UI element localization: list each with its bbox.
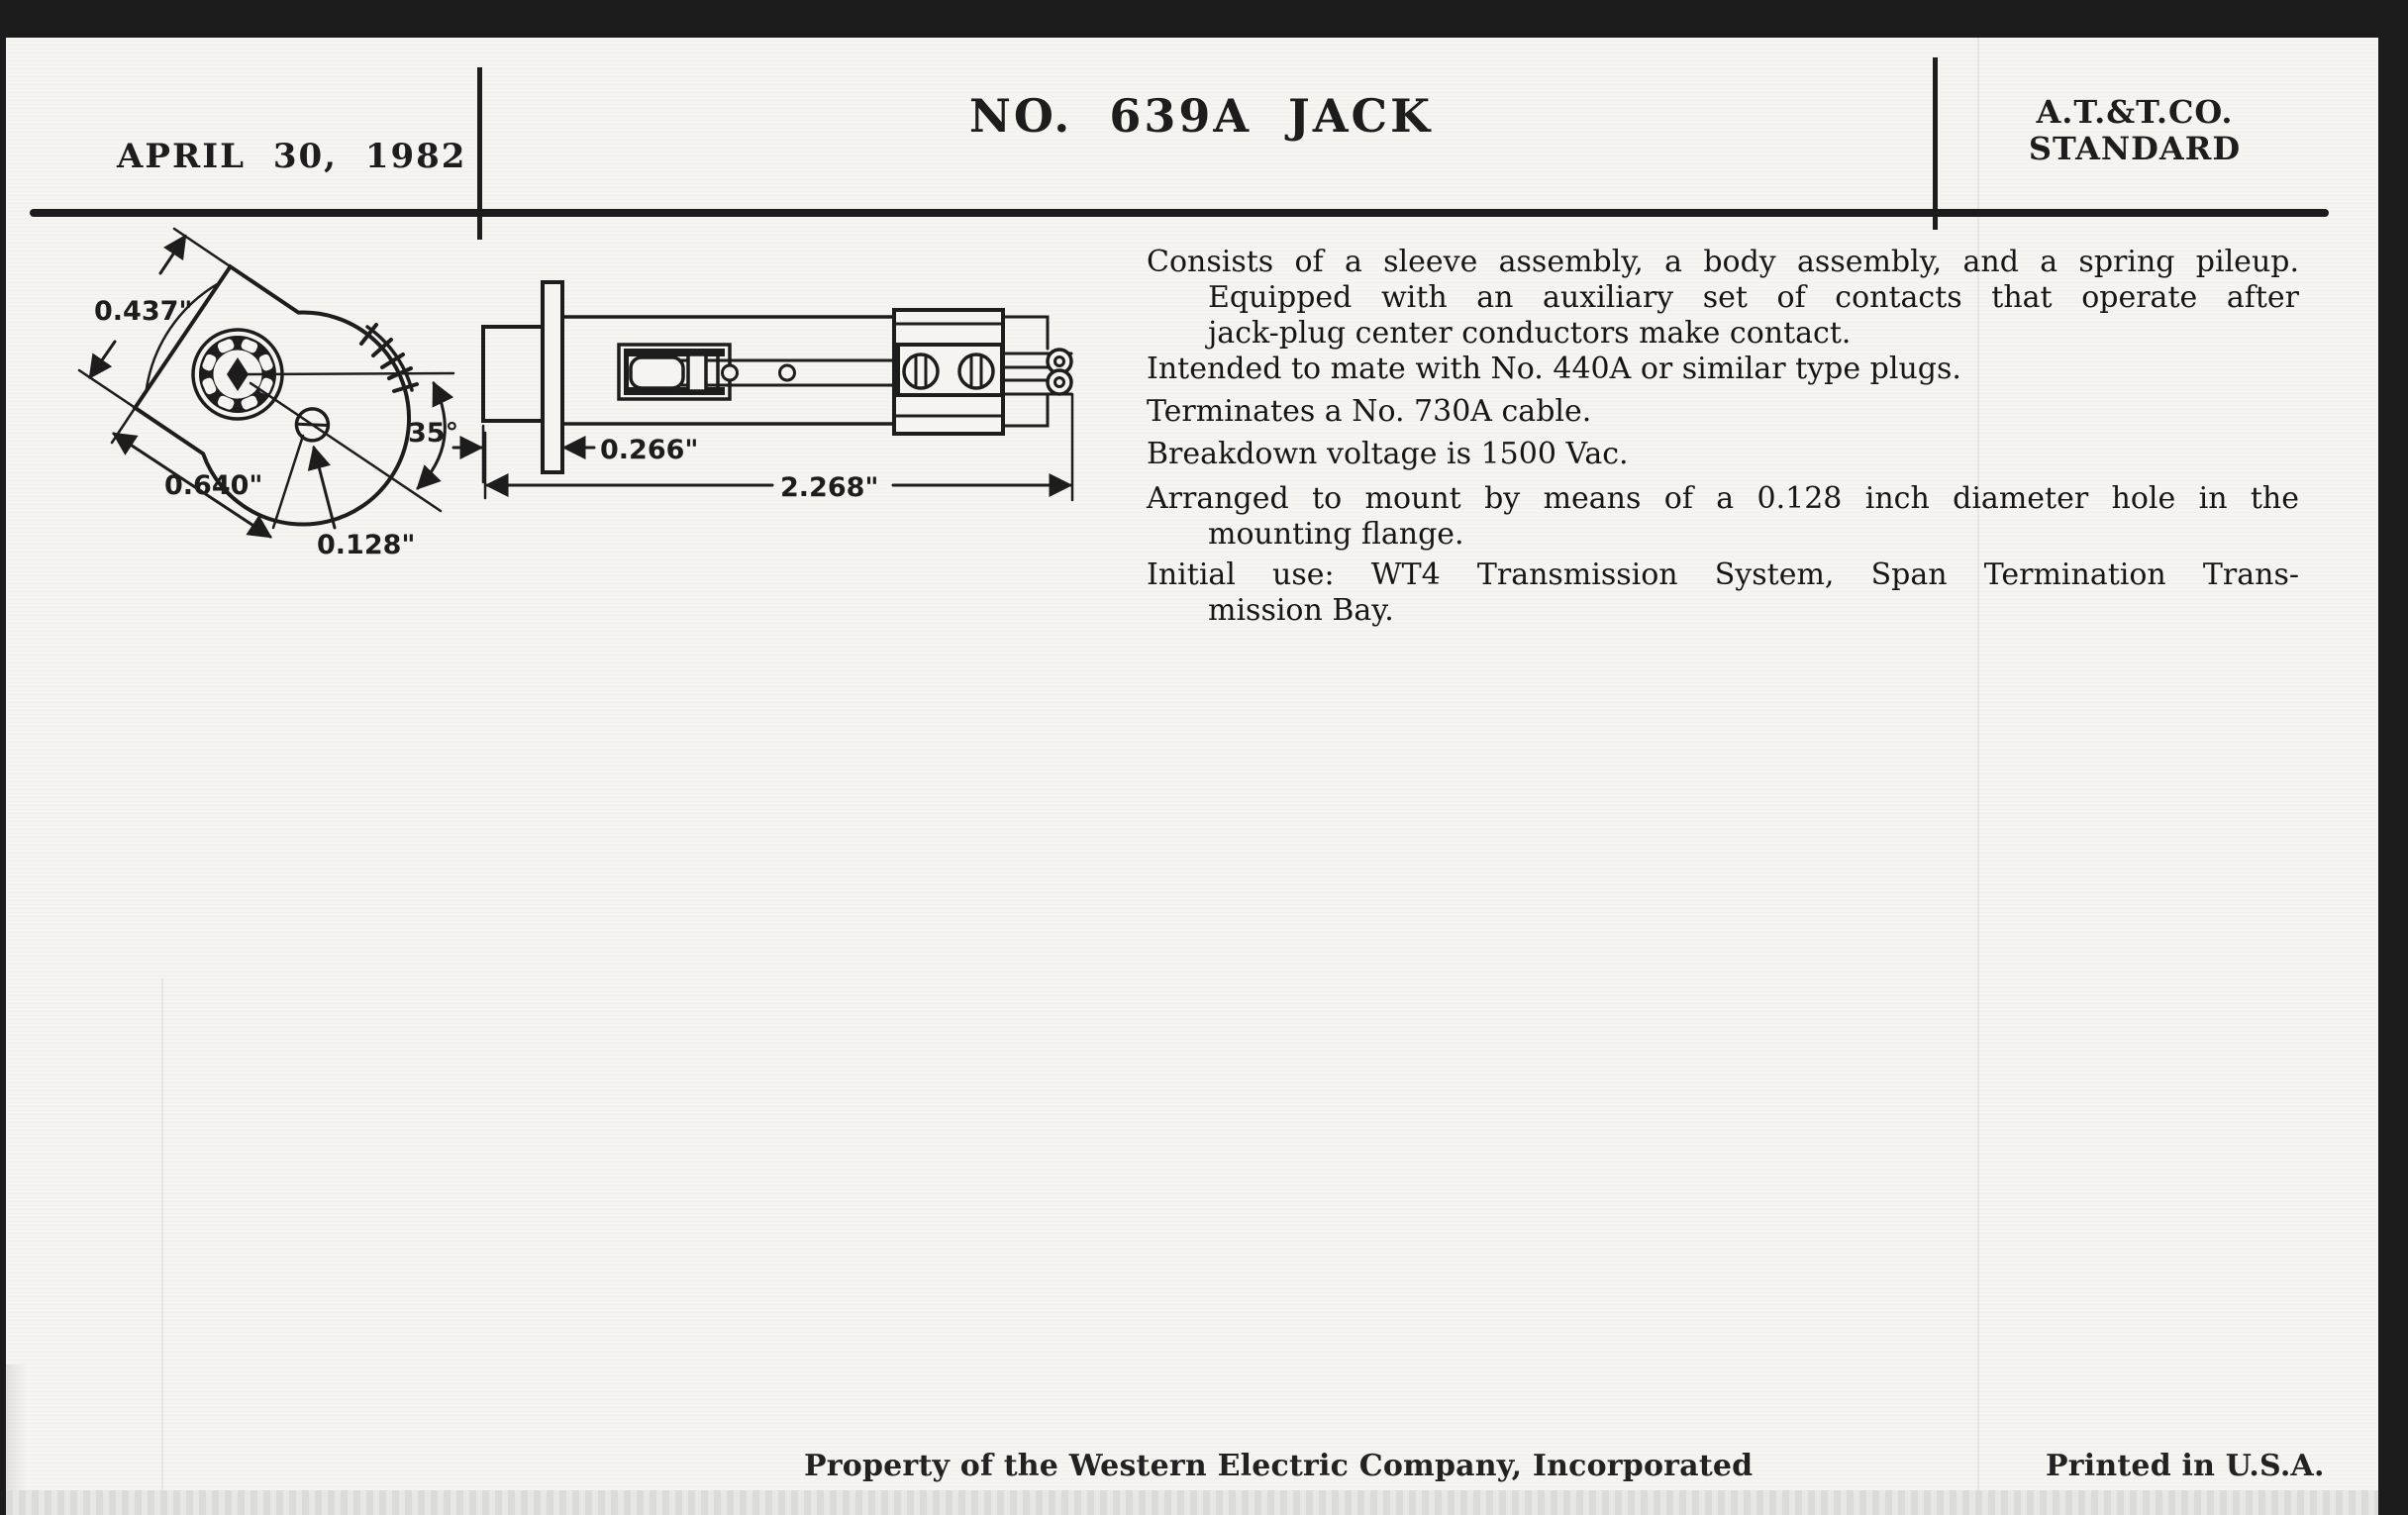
- description-line: Initial use: WT4 Transmission System, Span Termination Trans-: [1147, 557, 2299, 592]
- description-line: Intended to mate with No. 440A or similar type plugs.: [1147, 352, 1961, 386]
- front-view: [79, 229, 453, 565]
- org-line1: A.T.&T.CO.: [2036, 93, 2234, 131]
- description-line: Equipped with an auxiliary set of contacts that operate after: [1208, 280, 2299, 315]
- description-line: jack-plug center conductors make contact.: [1208, 316, 1852, 351]
- header-rule: [30, 209, 2329, 217]
- issue-date: APRIL 30, 1982: [117, 137, 467, 176]
- technical-drawing: [40, 223, 1129, 619]
- document-page: [6, 38, 2378, 1515]
- header-divider-right: [1933, 57, 1938, 230]
- scan-fold-line: [1977, 38, 1979, 1490]
- description-line: Arranged to mount by means of a 0.128 inch diameter hole in the: [1147, 481, 2299, 516]
- side-overall-length-dim-label: 2.268": [780, 472, 879, 503]
- description: [1147, 245, 2299, 629]
- description-line: mission Bay.: [1208, 593, 1394, 628]
- description-line: Consists of a sleeve assembly, a body assembly, and a spring pileup.: [1147, 245, 2299, 279]
- scan-bottom-strip: [6, 1490, 2378, 1515]
- org-line2: STANDARD: [2028, 130, 2242, 167]
- side-flange-offset-dim-label: 0.266": [600, 435, 699, 465]
- description-line: mounting flange.: [1208, 517, 1464, 552]
- scan-fold-line: [161, 978, 163, 1490]
- footer-printed-notice: Printed in U.S.A.: [2046, 1449, 2325, 1483]
- org-standard-label: [2013, 94, 2257, 167]
- front-hole-dim-label: 0.128": [317, 530, 416, 560]
- front-angle-dim-label: 35°: [408, 418, 459, 449]
- front-length-dim-label: 0.640": [164, 470, 263, 501]
- scan-edge-smudge: [6, 1364, 28, 1493]
- front-width-dim-label: 0.437": [94, 296, 193, 327]
- page-title: NO. 639A JACK: [968, 89, 1434, 143]
- footer-property-notice: Property of the Western Electric Company, Incorporated: [804, 1449, 1754, 1483]
- description-line: Breakdown voltage is 1500 Vac.: [1147, 437, 1629, 471]
- description-line: Terminates a No. 730A cable.: [1147, 394, 1592, 429]
- side-view: [453, 282, 1072, 500]
